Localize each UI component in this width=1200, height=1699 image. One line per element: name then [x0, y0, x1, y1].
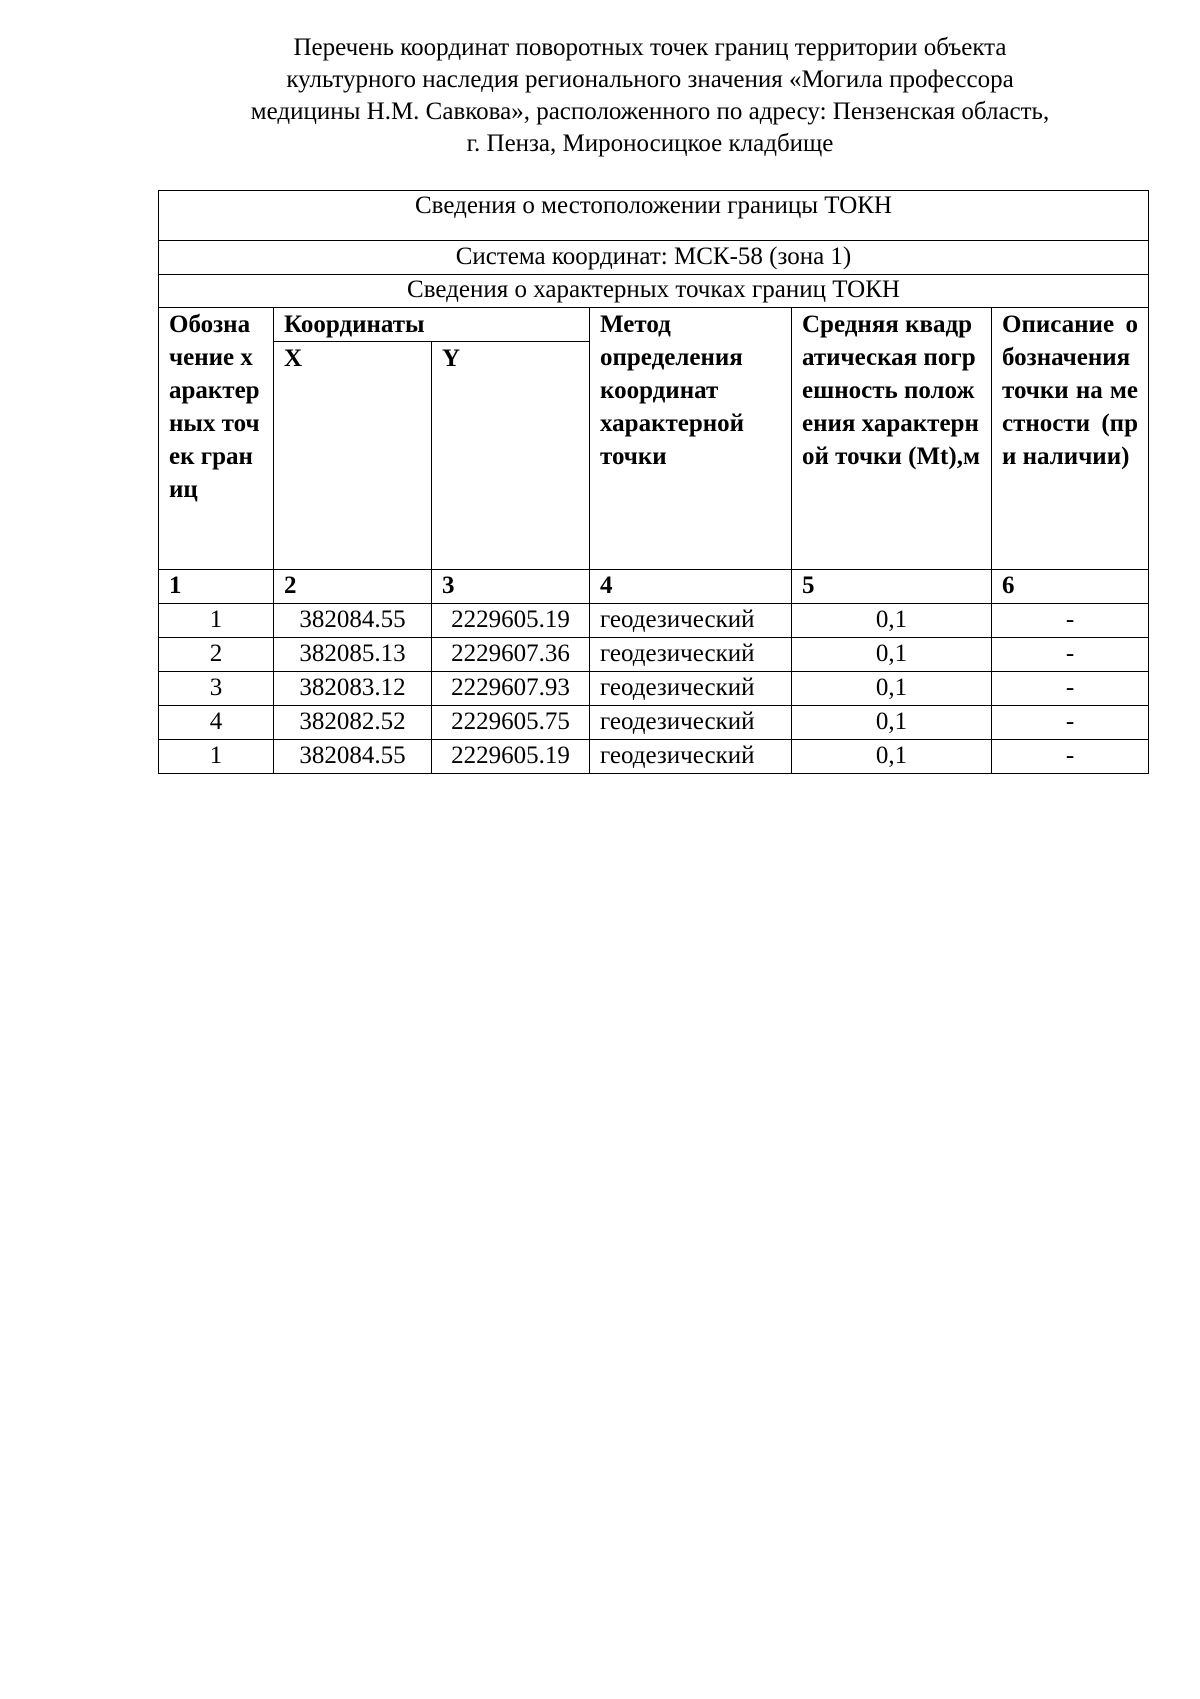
cell-point: 3	[159, 672, 274, 706]
cell-method: геодезический	[590, 604, 792, 638]
cell-point: 1	[159, 604, 274, 638]
cell-error: 0,1	[792, 740, 992, 774]
title-line: медицины Н.М. Савкова», расположенного по адресу: Пензенская область,	[250, 98, 1050, 125]
table-row	[159, 740, 1149, 774]
cell-description: -	[992, 638, 1149, 672]
cell-y: 2229607.93	[432, 672, 590, 706]
title-line: Перечень координат поворотных точек границ территории объекта	[293, 34, 1007, 61]
cell-error: 0,1	[792, 706, 992, 740]
title-line: г. Пенза, Мироносицкое кладбище	[466, 130, 834, 157]
cell-description: -	[992, 706, 1149, 740]
table-row	[159, 706, 1149, 740]
cell-y: 2229605.75	[432, 706, 590, 740]
header-method-text: Метод определения координат характерной точки	[600, 311, 745, 470]
section-title: Сведения о местоположении границы ТОКН	[159, 191, 1149, 241]
cell-description: -	[992, 672, 1149, 706]
cell-x: 382084.55	[274, 604, 432, 638]
column-number: 3	[432, 570, 590, 604]
cell-error: 0,1	[792, 604, 992, 638]
cell-error: 0,1	[792, 672, 992, 706]
table-row	[159, 604, 1149, 638]
header-designation-text: Обозначение характерных точек границ	[169, 311, 260, 503]
column-number: 5	[792, 570, 992, 604]
header-designation	[159, 308, 274, 570]
header-method	[590, 308, 792, 570]
cell-y: 2229605.19	[432, 604, 590, 638]
cell-x: 382085.13	[274, 638, 432, 672]
header-y: Y	[432, 342, 590, 570]
cell-x: 382082.52	[274, 706, 432, 740]
cell-point: 4	[159, 706, 274, 740]
cell-y: 2229605.19	[432, 740, 590, 774]
table-row	[159, 638, 1149, 672]
cell-error: 0,1	[792, 638, 992, 672]
header-description	[992, 308, 1149, 570]
table-row	[159, 672, 1149, 706]
cell-y: 2229607.36	[432, 638, 590, 672]
column-number: 1	[159, 570, 274, 604]
column-number: 2	[274, 570, 432, 604]
header-description-text: Описание обозначения точки на местности (при наличии)	[1002, 311, 1138, 470]
cell-point: 1	[159, 740, 274, 774]
cell-x: 382083.12	[274, 672, 432, 706]
coordinates-table	[158, 190, 1149, 774]
document-title	[160, 32, 1140, 160]
points-title: Сведения о характерных точках границ ТОКН	[159, 275, 1149, 308]
column-number: 4	[590, 570, 792, 604]
cell-x: 382084.55	[274, 740, 432, 774]
cell-description: -	[992, 604, 1149, 638]
cell-method: геодезический	[590, 706, 792, 740]
cell-point: 2	[159, 638, 274, 672]
header-coordinates: Координаты	[274, 308, 590, 342]
header-x: X	[274, 342, 432, 570]
header-error	[792, 308, 992, 570]
column-number: 6	[992, 570, 1149, 604]
cell-method: геодезический	[590, 638, 792, 672]
coordinate-system: Система координат: МСК-58 (зона 1)	[159, 241, 1149, 275]
header-error-text: Средняя квадратическая погрешность положения характерной точки (Mt),м	[802, 311, 980, 470]
cell-method: геодезический	[590, 740, 792, 774]
cell-method: геодезический	[590, 672, 792, 706]
title-line: культурного наследия регионального значения «Могила профессора	[286, 66, 1014, 93]
cell-description: -	[992, 740, 1149, 774]
